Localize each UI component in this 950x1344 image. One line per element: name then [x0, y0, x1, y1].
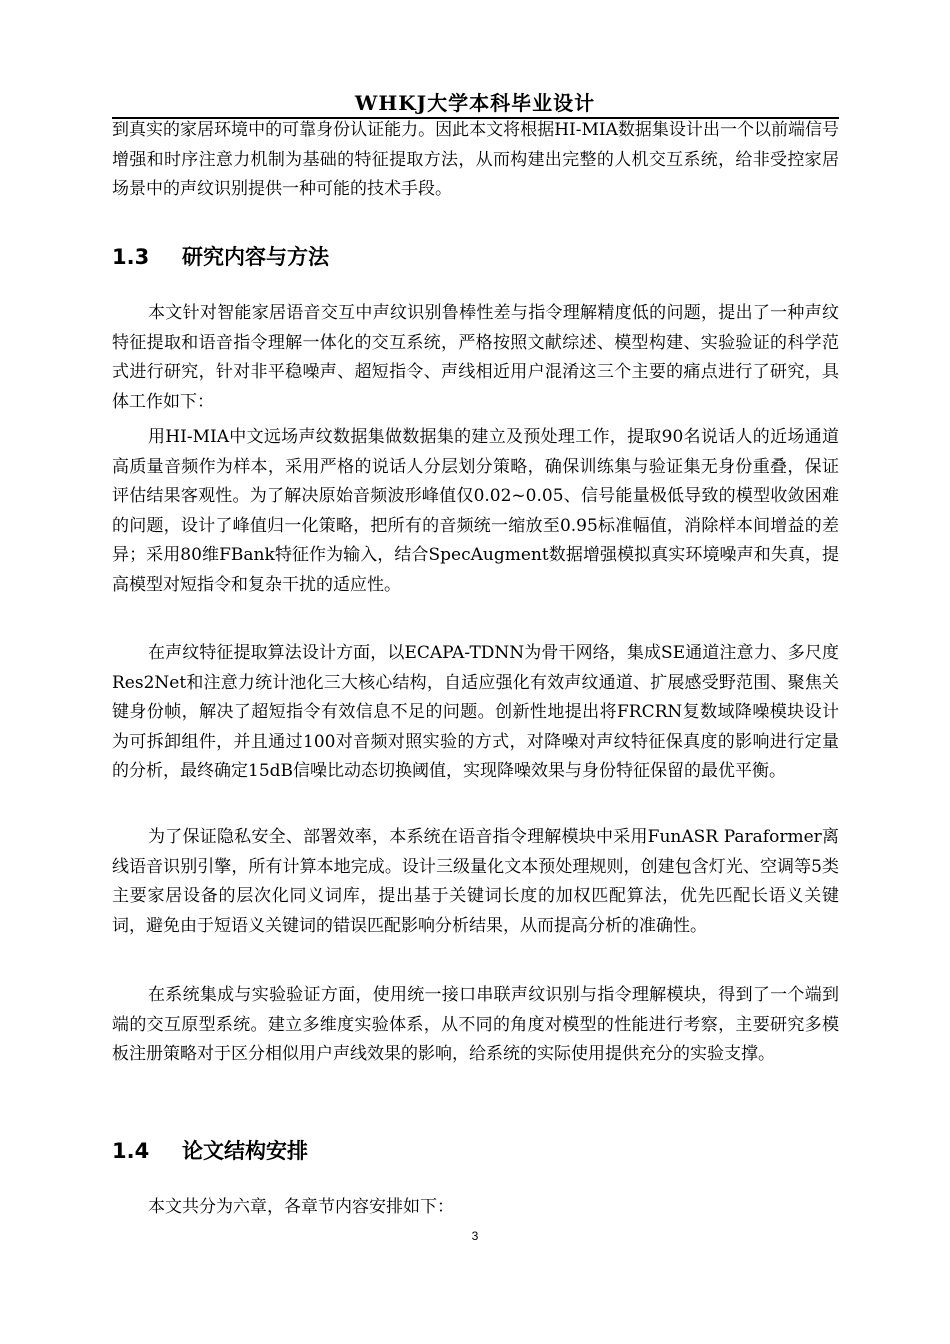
body-paragraph-1: 本文针对智能家居语音交互中声纹识别鲁棒性差与指令理解精度低的问题，提出了一种声纹特征提取和语音指令理解一体化的交互系统，严格按照文献综述、模型构建、实验验证的科学范式进行研究，针对非平稳噪声、超短指令、声线相近用户混淆这三个主要的痛点进行了研究，具体工作如下：	[112, 303, 839, 412]
body-paragraph-3: 在声纹特征提取算法设计方面，以ECAPA-TDNN为骨干网络，集成SE通道注意力、多尺度Res2Net和注意力统计池化三大核心结构，自适应强化有效声纹通道、扩展感受野范围、聚焦关键身份帧，解决了超短指令有效信息不足的问题。创新性地提出将FRCRN复数域降噪模块设计为可拆卸组件，并且通过100对音频对照实验的方式，对降噪对声纹特征保真度的影响进行定量的分析，最终确定15dB信噪比动态切换阈值，实现降噪效果与身份特征保留的最优平衡。	[112, 643, 839, 781]
body-paragraph-2: 用HI-MIA中文远场声纹数据集做数据集的建立及预处理工作，提取90名说话人的近场通道高质量音频作为样本，采用严格的说话人分层划分策略，确保训练集与验证集无身份重叠，保证评估结果客观性。为了解决原始音频波形峰值仅0.02~0.05、信号能量极低导致的模型收敛困难的问题，设计了峰值归一化策略，把所有的音频统一缩放至0.95标准幅值，消除样本间增益的差异；采用80维FBank特征作为输入，结合SpecAugment数据增强模拟真实环境噪声和失真，提高模型对短指令和复杂干扰的适应性。	[112, 427, 839, 595]
section-number: 1.3	[112, 245, 150, 269]
body-paragraph-4: 为了保证隐私安全、部署效率，本系统在语音指令理解模块中采用FunASR Paraformer离线语音识别引擎，所有计算本地完成。设计三级量化文本预处理规则，创建包含灯光、空调等5类主要家居设备的层次化同义词库，提出基于关键词长度的加权匹配算法，优先匹配长语义关键词，避免由于短语义关键词的错误匹配影响分析结果，从而提高分析的准确性。	[112, 827, 839, 936]
page-number: 3	[471, 1229, 479, 1243]
header-title: WHKJ大学本科毕业设计	[354, 91, 596, 115]
section-title: 论文结构安排	[182, 1139, 308, 1163]
intro-paragraph: 到真实的家居环境中的可靠身份认证能力。因此本文将根据HI-MIA数据集设计出一个以前端信号增强和时序注意力机制为基础的特征提取方法，从而构建出完整的人机交互系统，给非受控家居场景中的声纹识别提供一种可能的技术手段。	[112, 120, 839, 199]
body-paragraph-5: 在系统集成与实验验证方面，使用统一接口串联声纹识别与指令理解模块，得到了一个端到端的交互原型系统。建立多维度实验体系，从不同的角度对模型的性能进行考察，主要研究多模板注册策略对于区分相似用户声线效果的影响，给系统的实际使用提供充分的实验支撑。	[112, 985, 839, 1064]
section-number: 1.4	[112, 1139, 150, 1163]
section-heading-1-3	[112, 242, 839, 272]
section-heading-1-4	[112, 1136, 839, 1166]
body-paragraph-6: 本文共分为六章，各章节内容安排如下：	[148, 1197, 454, 1217]
section-title: 研究内容与方法	[182, 245, 329, 269]
